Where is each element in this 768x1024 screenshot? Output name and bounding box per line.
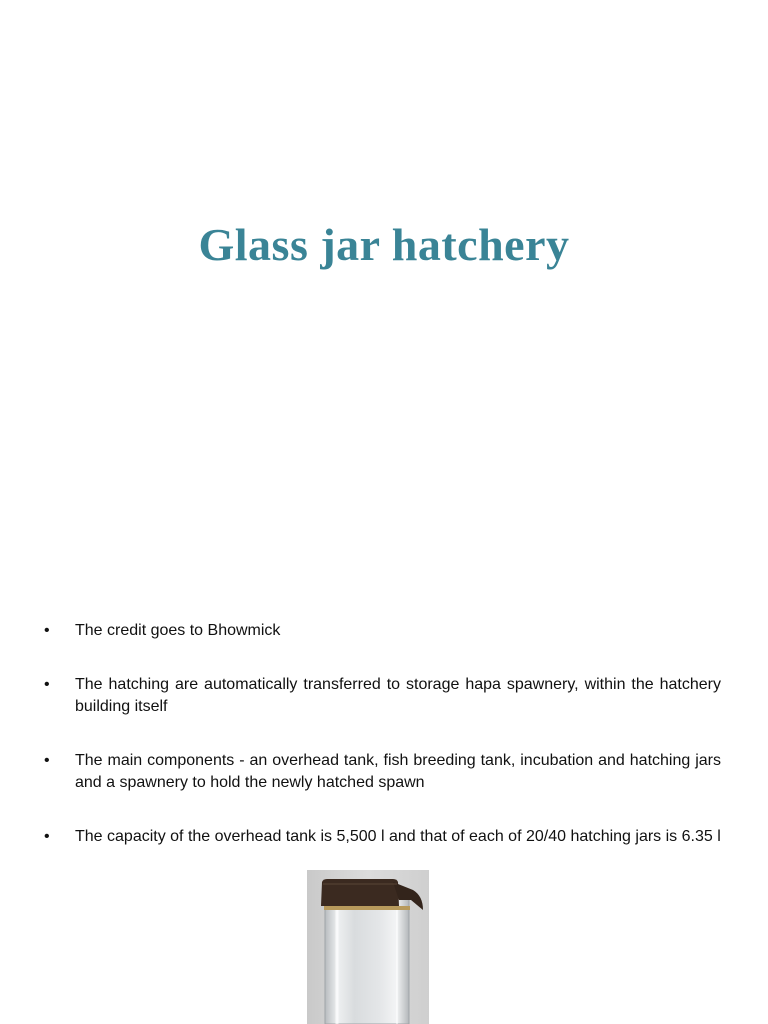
bullet-marker: •: [44, 828, 50, 845]
slide-title: Glass jar hatchery: [198, 219, 570, 270]
bullet-text: The main components - an overhead tank, fish breeding tank, incubation and hatching jars and a spawnery to hold the newly hatched spawn: [75, 752, 721, 791]
bullet-text: The credit goes to Bhowmick: [75, 622, 281, 639]
bullet-marker: •: [44, 622, 50, 639]
bullet-text: The hatching are automatically transferred to storage hapa spawnery, within the hatchery building itself: [75, 676, 721, 715]
glass-jar-photo: [307, 870, 429, 1024]
bullet-marker: •: [44, 752, 50, 769]
bullet-item: [44, 620, 721, 642]
bullet-item: [44, 674, 721, 718]
bullet-list: [44, 620, 721, 848]
glass-jar-illustration: [307, 870, 429, 1024]
bullet-item: [44, 826, 721, 848]
bullet-marker: •: [44, 676, 50, 693]
bullet-text: The capacity of the overhead tank is 5,500 l and that of each of 20/40 hatching jars is 6.35 l: [75, 828, 721, 845]
bullet-item: [44, 750, 721, 794]
